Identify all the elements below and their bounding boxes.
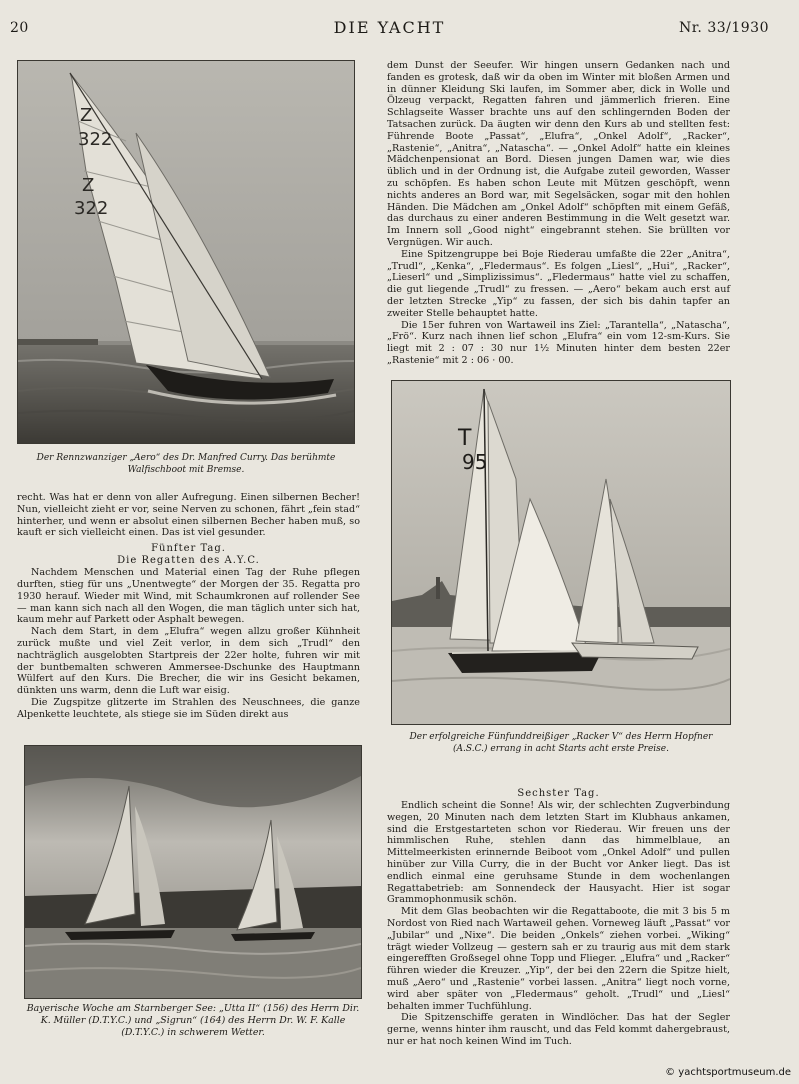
paragraph: Die Zugspitze glitzerte im Strahlen des Neuschnees, die ganze Alpenkette leuchtete, als stiege sie im Süden direkt aus [17,696,360,720]
photo-racker-v [391,380,731,725]
paragraph: Nach dem Start, in dem „Elufra“ wegen allzu großer Kühnheit zurück mußte und viel Zeit verlor, in dem sich „Trudl“ den nachträglich ausgelobten Startpreis der 22er holte, fuhren wir mit der buntbemalten schweren Ammersee-Dschunke des Hauptmann Wülfert auf den Kurs. Die Brecher, die wir ins Gesicht bekamen, dünkten uns warm, denn die Luft war eisig. [17,626,360,697]
paragraph: dem Dunst der Seeufer. Wir hingen unsern Gedanken nach und fanden es grotesk, daß wir da oben im Winter mit bloßen Armen und in dünner Kleidung Ski laufen, im Sommer aber, dick in Wolle und Ölzeug verpackt, Regatten fahren und jämmerlich frieren. Eine Schlagseite Wasser brachte uns auf den schlingernden Boden der Tatsachen zurück. Da äugten wir denn den Kurs ab und stellten fest: Führende Boote „Passat“, „Elufra“, „Onkel Adolf“, „Racker“, „Rastenie“, „Anitra“, „Natascha“. — „Onkel Adolf“ hatte ein kleines Mädchenpensionat an Bord. Diesen jungen Damen war, wie dies üblich und in der Ordnung ist, die Aufgabe zuteil geworden, Wasser zu schöpfen. Es haben schon Leute mit Mützen geschöpft, wenn nichts anderes an Bord war, mit Segelsäcken, sogar mit den hohlen Händen. Die Mädchen am „Onkel Adolf“ schöpften mit einem Gefäß, das durchaus zu einer anderen Bestimmung in die Welt gesetzt war. Im Innern soll „Good night“ eingebrannt stehen. Sie brüllten vor Vergnügen. Wir auch. [387,60,730,248]
watermark: © yachtsportmuseum.de [665,1067,791,1078]
paragraph: Nachdem Menschen und Material einen Tag der Ruhe pflegen durften, stieg für uns „Unentwegte“ der Morgen der 35. Regatta pro 1930 herauf. Wieder mit Wind, mit Schaumkronen auf rollender See — man kann sich nach all den Wogen, die man täglich unter sich hat, kaum mehr auf Parkett oder Asphalt bewegen. [17,567,360,626]
page-number: 20 [10,20,29,36]
paragraph: Endlich scheint die Sonne! Als wir, der schlechten Zugverbindung wegen, 20 Minuten nach dem letzten Start im Klubhaus ankamen, sind die Erstgestarteten schon vor Riederau. Wir freuen uns der himmlischen Ruhe, stehlen dann das himmelblaue, an Mittelmeerkisten erinnernde Beiboot vom „Onkel Adolf“ und pullen hinüber zur Villa Curry, die in der Bucht vor Anker liegt. Das ist endlich einmal eine geruhsame Stunde in dem wochenlangen Regattabetrieb: am Sonnendeck der Hausyacht. Hier ist sogar Grammophonmusik schön. [387,800,730,906]
paragraph: Die Spitzenschiffe geraten in Windlöcher. Das hat der Segler gerne, wenns hinter ihm rauscht, und das Feld kommt dahergebraust, nur er hat noch keinen Wind im Tuch. [387,1012,730,1047]
paragraph: Mit dem Glas beobachten wir die Regattaboote, die mit 3 bis 5 m Nordost von Ried nach Wartaweil gehen. Vorneweg läuft „Passat“ vor „Jubilar“ und „Nixe“. Die beiden „Onkels“ ziehen vorbei. „Wiking“ trägt wieder Vollzeug — gestern sah er zu traurig aus mit dem stark eingerefften Großsegel ohne Topp und Flieger. „Elufra“ und „Racker“ führen wieder die Kreuzer. „Yip“, der bei den 22ern die Spitze hielt, muß „Aero“ und „Rastenie“ vorbei lassen. „Anitra“ liegt noch vorne, wird aber später von „Fledermaus“ geholt. „Trudl“ und „Liesl“ behalten immer Tuchfühlung. [387,906,730,1012]
section-heading-fifth-day: Fünfter Tag. [151,543,226,555]
sail-number-2: 322 [78,129,113,150]
sail-letter: T [458,426,472,451]
paragraph: Die 15er fuhren von Wartaweil ins Ziel: „Tarantella“, „Natascha“, „Frö“. Kurz nach ihnen lief schon „Elufra“ ein vom 12-sm-Kurs. Sie liegt mit 2 : 07 : 30 nur 1½ Minuten hinter dem besten 22er „Rastenie“ mit 2 : 06 · 00. [387,319,730,366]
sail-number-1: Z [80,105,93,126]
caption-racker-v: Der erfolgreiche Fünfunddreißiger „Racker V“ des Herrn Hopfner (A.S.C.) errang in acht Starts acht erste Preise. [409,732,713,754]
page-header [10,20,769,38]
issue-number: Nr. 33/1930 [679,20,769,36]
paragraph: Eine Spitzengruppe bei Boje Riederau umfaßte die 22er „Anitra“, „Trudl“, „Kenka“, „Fledermaus“. Es folgen „Liesl“, „Hui“, „Racker“, „Lieserl“ und „Simplizissimus“. „Fledermaus“ hatte viel zu schaffen, die gut liegende „Trudl“ zu fressen. — „Aero“ bekam auch erst auf der letzten Strecke „Yip“ zu fassen, der sich bis dahin tapfer an zweiter Stelle behauptet hatte. [387,248,730,319]
sail-number: 95 [462,450,488,474]
photo-starnberger-see [24,745,362,999]
left-column [17,492,360,721]
caption-starnberger-see: Bayerische Woche am Starnberger See: „Utta II“ (156) des Herrn Dir. K. Müller (D.T.Y.C.) und „Sigrun“ (164) des Herrn Dr. W. F. Kalle (D.T.Y.C.) in schwerem Wetter. [26,1003,360,1038]
caption-aero: Der Rennzwanziger „Aero“ des Dr. Manfred Curry. Das berühmte Walfischboot mit Bremse. [36,453,336,475]
section-subheading: Die Regatten des A.Y.C. [117,555,260,567]
sail-number-3: Z [82,175,95,196]
sail-number-4: 322 [74,198,109,219]
magazine-title: DIE YACHT [333,18,446,37]
right-column-bottom [387,784,730,1048]
paragraph: recht. Was hat er denn von aller Aufregung. Einen silbernen Becher! Nun, vielleicht zieht er vor, seine Nerven zu schonen, fährt „fein stad“ hinterher, und wenn er absolut einen silbernen Becher haben muß, so kauft er sich vielleicht einen. Das ist viel gesunder. [17,492,360,539]
photo-aero [17,60,355,444]
section-heading-sixth-day: Sechster Tag. [517,788,600,799]
right-column-top [387,60,730,367]
